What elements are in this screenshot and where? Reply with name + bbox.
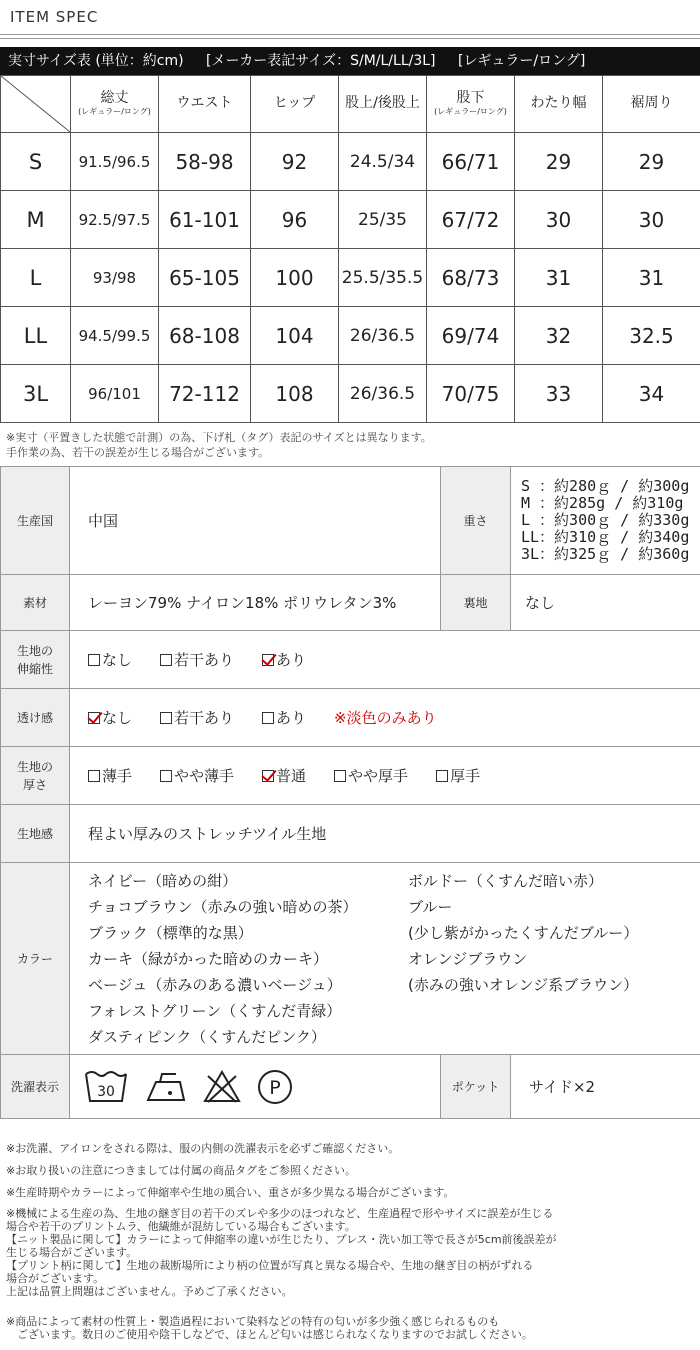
colors-label: カラー xyxy=(1,863,70,1055)
texture-value: 程よい厚みのストレッチツイル生地 xyxy=(70,805,700,863)
size-cell: 65-105 xyxy=(159,249,251,307)
checkbox-icon xyxy=(160,654,172,666)
thickness-option xyxy=(262,765,306,786)
size-cell: 58-98 xyxy=(159,133,251,191)
size-cell: 68-108 xyxy=(159,307,251,365)
sheer-label: 透け感 xyxy=(1,689,70,747)
size-cell: 92 xyxy=(251,133,339,191)
color-item: (少し紫がかったくすんだブルー） xyxy=(408,923,639,942)
pocket-value: サイド×2 xyxy=(511,1055,700,1119)
table-row xyxy=(1,133,700,191)
size-cell: 30 xyxy=(603,191,700,249)
size-cell: 91.5/96.5 xyxy=(71,133,159,191)
size-cell: 31 xyxy=(515,249,603,307)
option-label: 厚手 xyxy=(450,767,481,785)
color-item: ネイビー（暗めの紺） xyxy=(88,871,238,890)
size-table-title: 実寸サイズ表 (単位：約cm) xyxy=(8,53,184,69)
size-cell: 94.5/99.5 xyxy=(71,307,159,365)
size-cell: 96/101 xyxy=(71,365,159,423)
checkbox-icon xyxy=(88,654,100,666)
color-item: オレンジブラウン xyxy=(408,949,528,968)
lining-label: 裏地 xyxy=(441,575,511,631)
checkbox-icon xyxy=(160,712,172,724)
wash-icons xyxy=(70,1055,441,1119)
stretch-options xyxy=(70,631,700,689)
col-header: ヒップ xyxy=(251,76,339,133)
table-row xyxy=(1,307,700,365)
size-label: L xyxy=(1,249,71,307)
footnote: ※商品によって素材の性質上・製造過程において染料などの特有の匂いが多少強く感じられるものも ございます。数日のご使用や陰干しなどで、ほとんど匂いは感じられなくなりますのでお試しください。 xyxy=(6,1315,533,1341)
checkbox-icon xyxy=(436,770,448,782)
size-cell: 25.5/35.5 xyxy=(339,249,427,307)
weight-values: S ：約280ｇ / 約300g M ：約285g / 約310g L ：約300ｇ / 約330g LL：約310ｇ / 約340g 3L：約325ｇ / 約360g xyxy=(511,467,700,575)
option-label: 若干あり xyxy=(174,651,235,669)
checked-box-icon xyxy=(88,712,100,724)
stretch-option xyxy=(160,649,234,670)
footnote: ※機械による生産の為、生地の継ぎ目の若干のズレや多少のほつれなど、生産過程で形やサイズに誤差が生じる 場合や若干のプリントムラ、他繊維が混紡している場合もございます。 【ニット製品に関して】カラーによって伸縮率の違いが生じたり、プレス・洗い加工等で長さが5cm前後誤差が 生じる場合がございます。 【プリント柄に関して】生地の裁断場所により柄の位置が写真と異なる場合や、生地の継ぎ目の柄がずれる 場合がございます。 上記は品質上問題はございません。予めご了承ください。 xyxy=(6,1207,557,1298)
footnote: ※お取り扱いの注意につきましては付属の商品タグをご参照ください。 xyxy=(6,1164,356,1177)
color-item: ブラック（標準的な黒） xyxy=(88,923,253,942)
size-table-maker: [メーカー表記サイズ：S/M/L/LL/3L] xyxy=(206,53,436,69)
table-row xyxy=(1,365,700,423)
size-table-bar xyxy=(0,47,700,75)
checkbox-icon xyxy=(262,712,274,724)
option-label: 若干あり xyxy=(174,709,235,727)
spec-table xyxy=(0,466,700,1119)
size-table-header xyxy=(1,76,700,133)
size-cell: 33 xyxy=(515,365,603,423)
wash-30-icon xyxy=(84,1068,128,1106)
wash-label: 洗濯表示 xyxy=(1,1055,70,1119)
color-item: ベージュ（赤みのある濃いベージュ） xyxy=(88,975,342,994)
origin-label: 生産国 xyxy=(1,467,70,575)
size-cell: 69/74 xyxy=(427,307,515,365)
table-row xyxy=(1,191,700,249)
corner-cell xyxy=(1,76,71,133)
stretch-label: 生地の 伸縮性 xyxy=(1,631,70,689)
size-label: LL xyxy=(1,307,71,365)
weight-label: 重さ xyxy=(441,467,511,575)
checkbox-icon xyxy=(160,770,172,782)
sheer-option xyxy=(88,707,132,728)
svg-text:P: P xyxy=(269,1076,281,1099)
col-header: 裾周り xyxy=(603,76,700,133)
sheer-option xyxy=(262,707,306,728)
size-cell: 70/75 xyxy=(427,365,515,423)
option-label: あり xyxy=(276,651,307,669)
size-cell: 30 xyxy=(515,191,603,249)
pocket-label: ポケット xyxy=(441,1055,511,1119)
thickness-option xyxy=(160,765,234,786)
colors-value xyxy=(70,863,700,1055)
material-label: 素材 xyxy=(1,575,70,631)
size-cell: 29 xyxy=(603,133,700,191)
stretch-option xyxy=(88,649,132,670)
size-label: M xyxy=(1,191,71,249)
page-title: ITEM SPEC xyxy=(10,8,99,26)
col-header: ウエスト xyxy=(159,76,251,133)
color-item: フォレストグリーン（くすんだ青緑） xyxy=(88,1001,342,1020)
size-cell: 96 xyxy=(251,191,339,249)
sheer-options xyxy=(70,689,700,747)
size-cell: 92.5/97.5 xyxy=(71,191,159,249)
size-table-type: [レギュラー/ロング] xyxy=(457,53,586,69)
size-cell: 24.5/34 xyxy=(339,133,427,191)
size-cell: 25/35 xyxy=(339,191,427,249)
color-item: チョコブラウン（赤みの強い暗めの茶） xyxy=(88,897,358,916)
size-label: S xyxy=(1,133,71,191)
iron-low-icon xyxy=(142,1068,188,1106)
thickness-options xyxy=(70,747,700,805)
texture-label: 生地感 xyxy=(1,805,70,863)
divider xyxy=(0,38,700,39)
size-cell: 67/72 xyxy=(427,191,515,249)
color-item: ダスティピンク（くすんだピンク） xyxy=(88,1027,326,1046)
size-cell: 104 xyxy=(251,307,339,365)
col-header: 股上/後股上 xyxy=(339,76,427,133)
option-label: やや薄手 xyxy=(174,767,235,785)
size-table xyxy=(0,75,700,423)
dry-clean-p-icon xyxy=(256,1068,294,1106)
no-bleach-icon xyxy=(202,1068,242,1106)
sheer-option xyxy=(160,707,234,728)
option-label: なし xyxy=(102,709,133,727)
size-cell: 34 xyxy=(603,365,700,423)
thickness-label: 生地の 厚さ xyxy=(1,747,70,805)
size-cell: 32.5 xyxy=(603,307,700,365)
size-cell: 72-112 xyxy=(159,365,251,423)
col-header: 股下 (レギュラー/ロング) xyxy=(427,76,515,133)
option-label: 普通 xyxy=(276,767,307,785)
size-note: ※実寸（平置きした状態で計測）の為、下げ札（タグ）表記のサイズとは異なります。 xyxy=(6,431,432,444)
option-label: なし xyxy=(102,651,133,669)
origin-value: 中国 xyxy=(70,467,441,575)
color-item: ブルー xyxy=(408,897,453,916)
option-label: あり xyxy=(276,709,307,727)
thickness-option xyxy=(436,765,480,786)
wash-temp: 30 xyxy=(97,1083,115,1100)
material-value: レーヨン79% ナイロン18% ポリウレタン3% xyxy=(70,575,441,631)
size-cell: 26/36.5 xyxy=(339,307,427,365)
header xyxy=(0,0,700,40)
footnote: ※お洗濯、アイロンをされる際は、服の内側の洗濯表示を必ずご確認ください。 xyxy=(6,1142,400,1155)
size-cell: 66/71 xyxy=(427,133,515,191)
checked-box-icon xyxy=(262,654,274,666)
size-cell: 61-101 xyxy=(159,191,251,249)
stretch-option xyxy=(262,649,306,670)
size-note: 手作業の為、若干の誤差が生じる場合がございます。 xyxy=(6,446,270,459)
footnote: ※生産時期やカラーによって伸縮率や生地の風合い、重さが多少異なる場合がございます。 xyxy=(6,1186,455,1199)
color-item: (赤みの強いオレンジ系ブラウン） xyxy=(408,975,639,994)
sheer-note: ※淡色のみあり xyxy=(334,709,437,727)
divider xyxy=(0,34,700,35)
size-cell: 68/73 xyxy=(427,249,515,307)
size-cell: 93/98 xyxy=(71,249,159,307)
size-cell: 26/36.5 xyxy=(339,365,427,423)
color-item: ボルドー（くすんだ暗い赤） xyxy=(408,871,604,890)
thickness-option xyxy=(334,765,408,786)
lining-value: なし xyxy=(511,575,700,631)
option-label: 薄手 xyxy=(102,767,133,785)
color-item: カーキ（緑がかった暗めのカーキ） xyxy=(88,949,329,968)
col-header: 総丈 (レギュラー/ロング) xyxy=(71,76,159,133)
size-cell: 32 xyxy=(515,307,603,365)
size-cell: 29 xyxy=(515,133,603,191)
table-row xyxy=(1,249,700,307)
size-cell: 100 xyxy=(251,249,339,307)
size-cell: 108 xyxy=(251,365,339,423)
checkbox-icon xyxy=(88,770,100,782)
size-label: 3L xyxy=(1,365,71,423)
checkbox-icon xyxy=(334,770,346,782)
size-cell: 31 xyxy=(603,249,700,307)
thickness-option xyxy=(88,765,132,786)
col-header: わたり幅 xyxy=(515,76,603,133)
checked-box-icon xyxy=(262,770,274,782)
option-label: やや厚手 xyxy=(348,767,409,785)
